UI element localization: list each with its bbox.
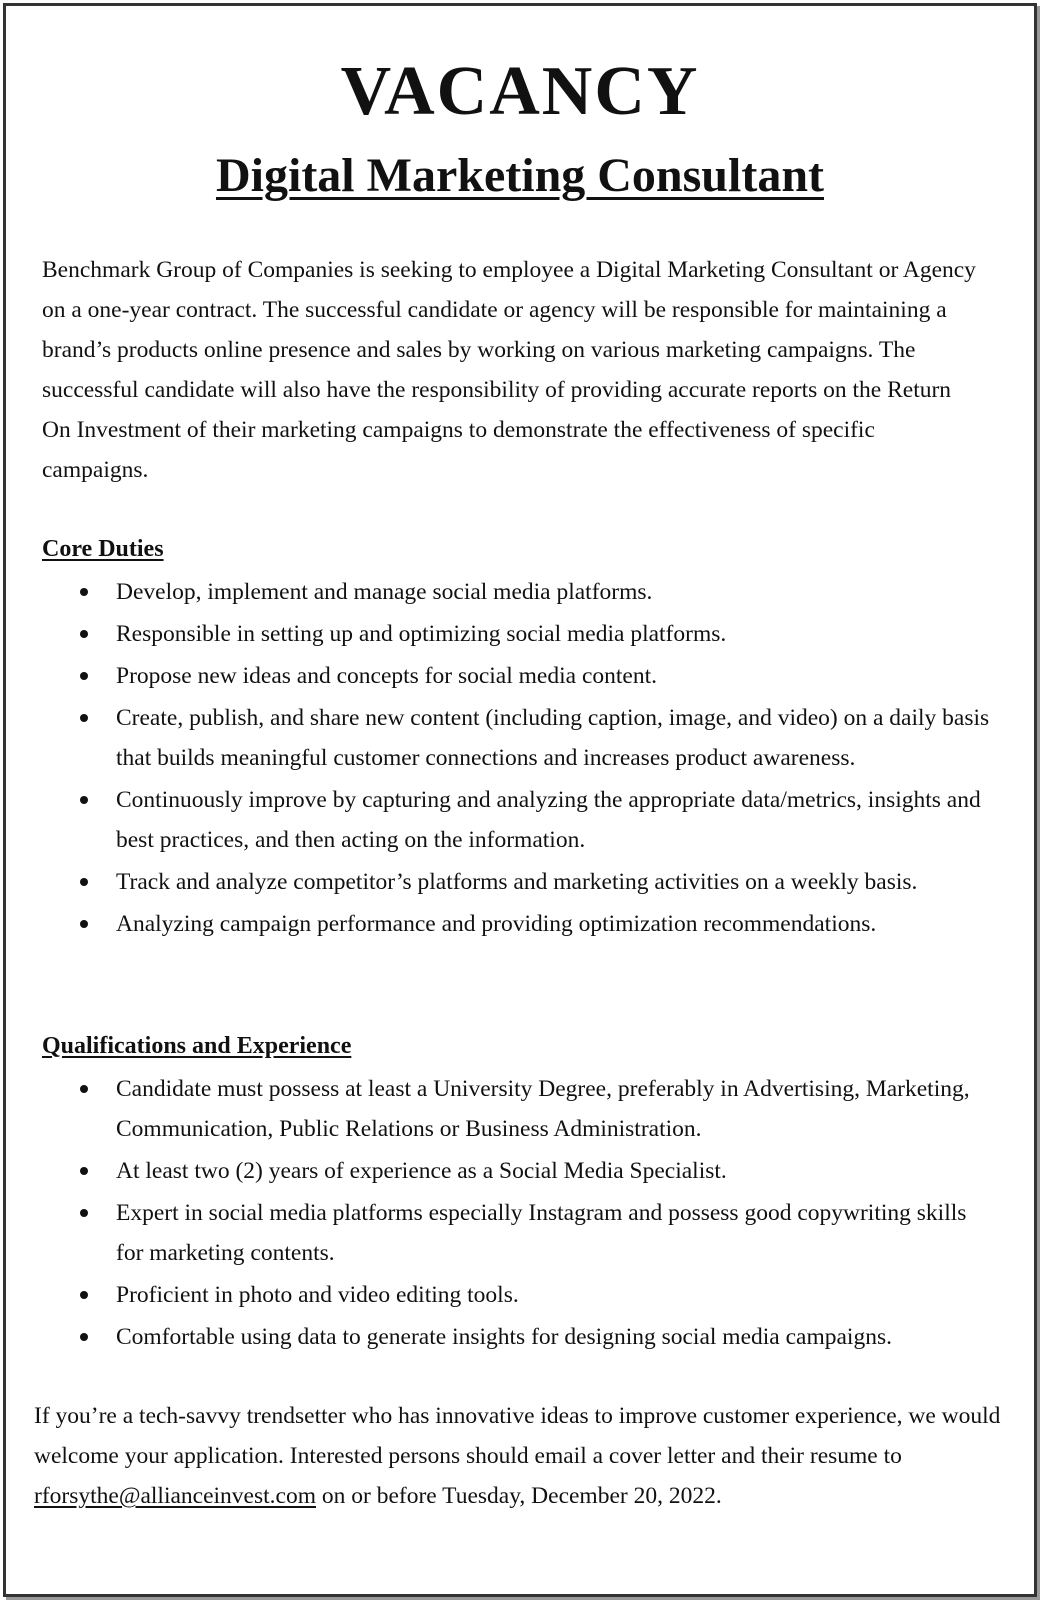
list-item-text: Analyzing campaign performance and providing optimization recommendations. — [116, 911, 877, 937]
list-item-text: Propose new ideas and concepts for social media content. — [116, 663, 657, 689]
list-item — [78, 1317, 998, 1357]
bullet-icon — [80, 630, 88, 638]
core-duties-heading: Core Duties — [42, 536, 164, 562]
list-item-text: Candidate must possess at least a University Degree, preferably in Advertising, Marketing, Communication, Public Relations or Business Administration. — [116, 1076, 970, 1142]
vacancy-notice-frame — [3, 3, 1037, 1597]
list-item — [78, 1151, 998, 1191]
deadline-text: on or before Tuesday, December 20, 2022. — [316, 1483, 722, 1509]
job-title-text: Digital Marketing Consultant — [215, 149, 824, 202]
list-item — [78, 1275, 998, 1315]
list-item-text: Comfortable using data to generate insights for designing social media campaigns. — [116, 1324, 892, 1350]
qualifications-list — [78, 1069, 998, 1359]
core-duties-list — [78, 572, 998, 946]
list-item-text: Expert in social media platforms especially Instagram and possess good copywriting skills for marketing contents. — [116, 1200, 967, 1266]
list-item-text: Responsible in setting up and optimizing social media platforms. — [116, 621, 727, 647]
bullet-icon — [80, 920, 88, 928]
bullet-icon — [80, 1085, 88, 1093]
bullet-icon — [80, 1167, 88, 1175]
qualifications-heading: Qualifications and Experience — [42, 1033, 352, 1059]
list-item-text: Develop, implement and manage social media platforms. — [116, 579, 653, 605]
vacancy-notice — [6, 6, 1034, 1594]
list-item — [78, 656, 998, 696]
list-item — [78, 1069, 998, 1149]
closing-text: If you’re a tech-savvy trendsetter who has innovative ideas to improve customer experience, we would welcome your application. Interested persons should email a cover letter and their resume to — [34, 1403, 1001, 1469]
list-item-text: Create, publish, and share new content (including caption, image, and video) on a daily basis that builds meaningful customer connections and increases product awareness. — [116, 705, 990, 771]
bullet-icon — [80, 714, 88, 722]
list-item — [78, 614, 998, 654]
page-title: VACANCY — [340, 53, 700, 130]
intro-paragraph: Benchmark Group of Companies is seeking to employee a Digital Marketing Consultant or Agency on a one-year contract. The successful candidate or agency will be responsible for maintaining a brand’s products online presence and sales by working on various marketing campaigns. The successful candidate will also have the responsibility of providing accurate reports on the Return On Investment of their marketing campaigns to demonstrate the effectiveness of specific campaigns. — [42, 257, 976, 483]
list-item-text: Track and analyze competitor’s platforms and marketing activities on a weekly basis. — [116, 869, 918, 895]
job-title — [6, 146, 1034, 206]
closing-paragraph — [34, 1396, 1009, 1516]
list-item — [78, 1193, 998, 1273]
list-item-text: Continuously improve by capturing and analyzing the appropriate data/metrics, insights and best practices, and then acting on the information. — [116, 787, 981, 853]
bullet-icon — [80, 672, 88, 680]
list-item-text: Proficient in photo and video editing tools. — [116, 1282, 519, 1308]
list-item — [78, 572, 998, 612]
bullet-icon — [80, 588, 88, 596]
bullet-icon — [80, 878, 88, 886]
list-item — [78, 862, 998, 902]
bullet-icon — [80, 1333, 88, 1341]
list-item-text: At least two (2) years of experience as a Social Media Specialist. — [116, 1158, 727, 1184]
list-item — [78, 698, 998, 778]
bullet-icon — [80, 796, 88, 804]
contact-email-link[interactable]: rforsythe@allianceinvest.com — [34, 1483, 316, 1509]
bullet-icon — [80, 1291, 88, 1299]
list-item — [78, 780, 998, 860]
list-item — [78, 904, 998, 944]
bullet-icon — [80, 1209, 88, 1217]
